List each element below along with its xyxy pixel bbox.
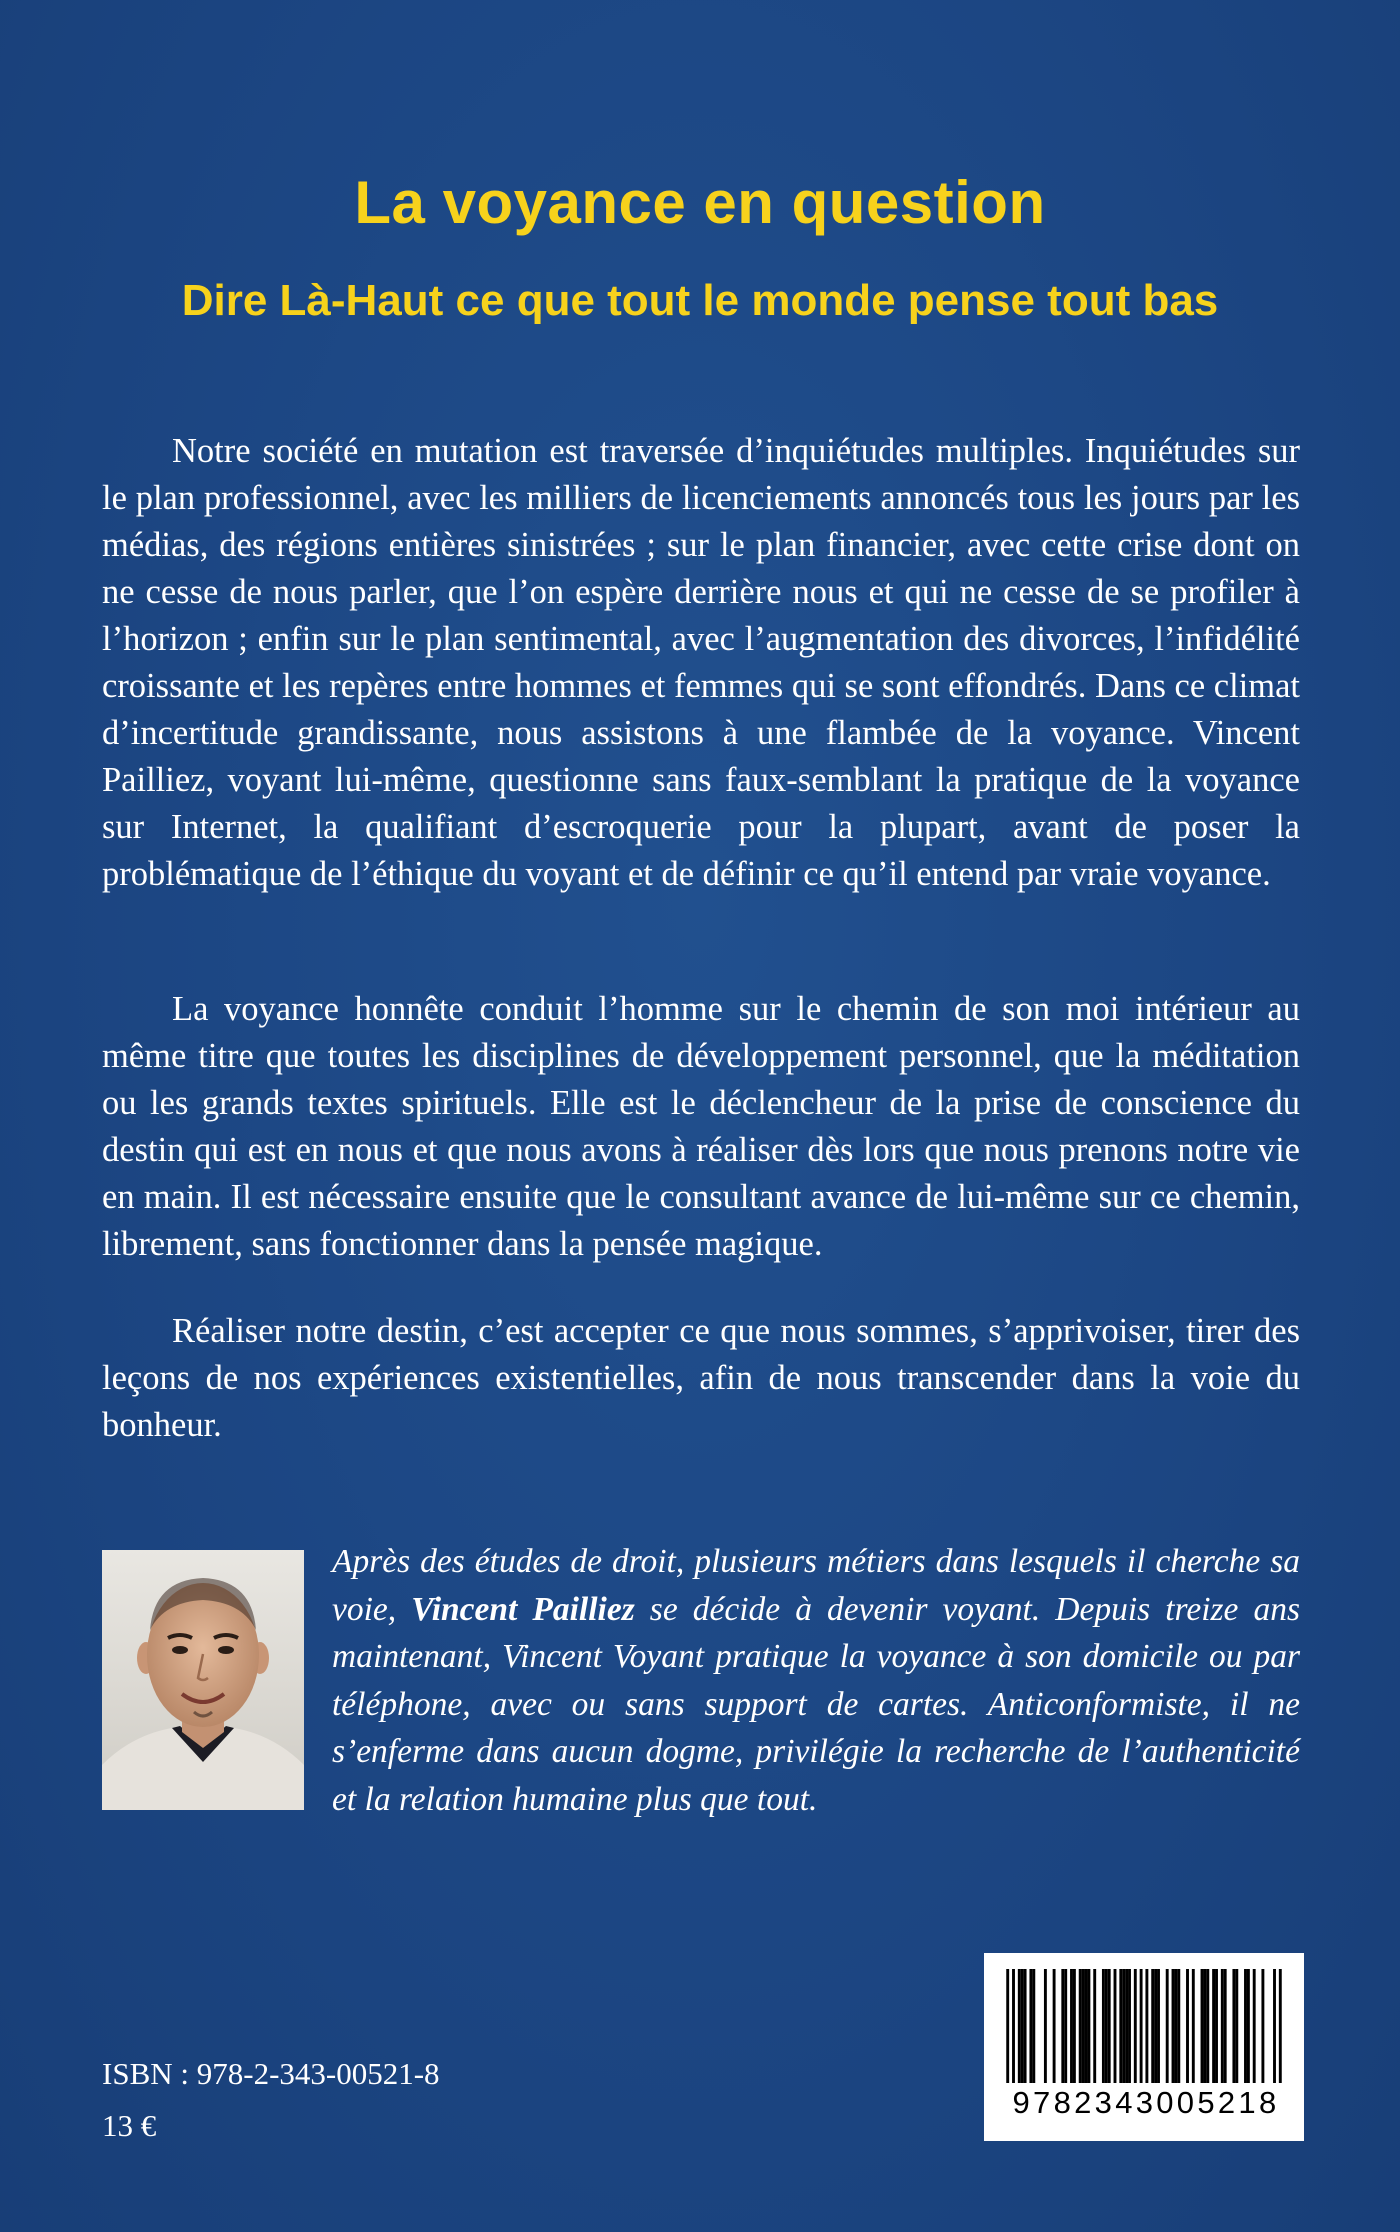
- barcode-bar: [1221, 1969, 1224, 2083]
- barcode-bar: [1032, 1969, 1035, 2083]
- barcode-bar: [1174, 1969, 1177, 2083]
- barcode-bar: [1140, 1969, 1143, 2083]
- barcode-bar: [1125, 1969, 1128, 2083]
- barcode-bar: [1029, 1969, 1032, 2083]
- barcode-bar: [1122, 1969, 1125, 2083]
- barcode-bar: [1177, 1969, 1180, 2083]
- barcode-bar: [1082, 1969, 1085, 2083]
- barcode-bar: [1064, 1969, 1067, 2083]
- barcode-bar: [1206, 1969, 1209, 2083]
- barcode-bar: [1085, 1969, 1088, 2083]
- barcode-bar: [1244, 1969, 1247, 2083]
- author-bio: [332, 1538, 1300, 1823]
- barcode-bar: [1157, 1969, 1160, 2083]
- author-photo: [102, 1550, 304, 1810]
- book-title: La voyance en question: [354, 169, 1046, 236]
- barcode-bar: [1087, 1969, 1090, 2083]
- barcode-bar: [1061, 1969, 1064, 2083]
- barcode-digits: 9782343005218: [1012, 2085, 1280, 2120]
- barcode-bar: [1073, 1969, 1076, 2083]
- barcode-bar: [1235, 1969, 1238, 2083]
- bio-text-start: Après des études de droit, plusieurs métiers dans lesquels il cherche sa voie,: [332, 1543, 1300, 1628]
- summary-paragraph-1: Notre société en mutation est traversée d’inquiétudes multiples. Inquiétudes sur le plan professionnel, avec les milliers de licenciements annoncés tous les jours par les médias, des régions entières sinistrées ; sur le plan financier, avec cette crise dont on ne cesse de nous parler, que l’on espère derrière nous et qui ne cesse de se profiler à l’horizon ; enfin sur le plan sentimental, avec l’augmentation des divorces, l’infidélité croissante et les repères entre hommes et femmes qui se sont effondrés. Dans ce climat d’incertitude grandissante, nous assistons à une flambée de la voyance. Vincent Pailliez, voyant lui-même, questionne sans faux-semblant la pratique de la voyance sur Internet, la qualifiant d’escroquerie pour la plupart, avant de poser la problématique de l’éthique du voyant et de définir ce qu’il entend par vraie voyance.: [102, 432, 1300, 893]
- barcode-bar: [1247, 1969, 1250, 2083]
- barcode-bar: [1006, 1969, 1009, 2083]
- barcode-bar: [1261, 1969, 1264, 2083]
- barcode-bar: [1166, 1969, 1169, 2083]
- barcode-bar: [1279, 1969, 1282, 2083]
- barcode-bar: [1215, 1969, 1218, 2083]
- barcode-bar: [1108, 1969, 1111, 2083]
- barcode-bar: [1203, 1969, 1206, 2083]
- barcode-bar: [1134, 1969, 1137, 2083]
- barcode-bar: [1070, 1969, 1073, 2083]
- barcode-bar: [1253, 1969, 1256, 2083]
- barcode: [984, 1953, 1304, 2141]
- barcode-bar: [1154, 1969, 1157, 2083]
- barcode-bar: [1186, 1969, 1189, 2083]
- barcode-bar: [1102, 1969, 1105, 2083]
- barcode-bar: [1119, 1969, 1122, 2083]
- barcode-bar: [1273, 1969, 1276, 2083]
- barcode-bar: [1079, 1969, 1082, 2083]
- barcode-bar: [1192, 1969, 1195, 2083]
- barcode-bar: [1053, 1969, 1056, 2083]
- bio-text-end: se décide à devenir voyant. Depuis treize ans maintenant, Vincent Voyant pratique la voyance à son domicile ou par téléphone, avec ou sans support de cartes. Anticonformiste, il ne s’enferme dans aucun dogme, privilégie la recherche de l’authenticité et la relation humaine plus que tout.: [332, 1590, 1300, 1818]
- barcode-bar: [1145, 1969, 1148, 2083]
- barcode-bar: [1172, 1969, 1175, 2083]
- summary-paragraph-3: Réaliser notre destin, c’est accepter ce que nous sommes, s’apprivoiser, tirer des leçons de nos expériences existentielles, afin de nous transcender dans la voie du bonheur.: [102, 1312, 1300, 1444]
- price: 13 €: [102, 2108, 157, 2143]
- barcode-bar: [1224, 1969, 1227, 2083]
- barcode-bar: [1114, 1969, 1117, 2083]
- barcode-bar: [1105, 1969, 1108, 2083]
- author-name: Vincent Pailliez: [411, 1590, 635, 1628]
- summary-paragraph-2: La voyance honnête conduit l’homme sur le chemin de son moi intérieur au même titre que toutes les disciplines de développement personnel, que la méditation ou les grands textes spirituels. Elle est le déclencheur de la prise de conscience du destin qui est en nous et que nous avons à réaliser dès lors que nous prenons notre vie en main. Il est nécessaire ensuite que le consultant avance de lui-même sur ce chemin, librement, sans fonctionner dans la pensée magique.: [102, 990, 1300, 1263]
- barcode-bar: [1201, 1969, 1204, 2083]
- isbn: ISBN : 978-2-343-00521-8: [102, 2056, 440, 2091]
- barcode-bar: [1012, 1969, 1015, 2083]
- barcode-bar: [1024, 1969, 1027, 2083]
- barcode-bar: [1044, 1969, 1047, 2083]
- barcode-bar: [1212, 1969, 1215, 2083]
- barcode-bar: [1232, 1969, 1235, 2083]
- barcode-bar: [1093, 1969, 1096, 2083]
- book-subtitle: Dire Là-Haut ce que tout le monde pense tout bas: [181, 276, 1219, 325]
- barcode-bar: [1151, 1969, 1154, 2083]
- barcode-bar: [1018, 1969, 1021, 2083]
- barcode-bar: [1021, 1969, 1024, 2083]
- barcode-bar: [1128, 1969, 1131, 2083]
